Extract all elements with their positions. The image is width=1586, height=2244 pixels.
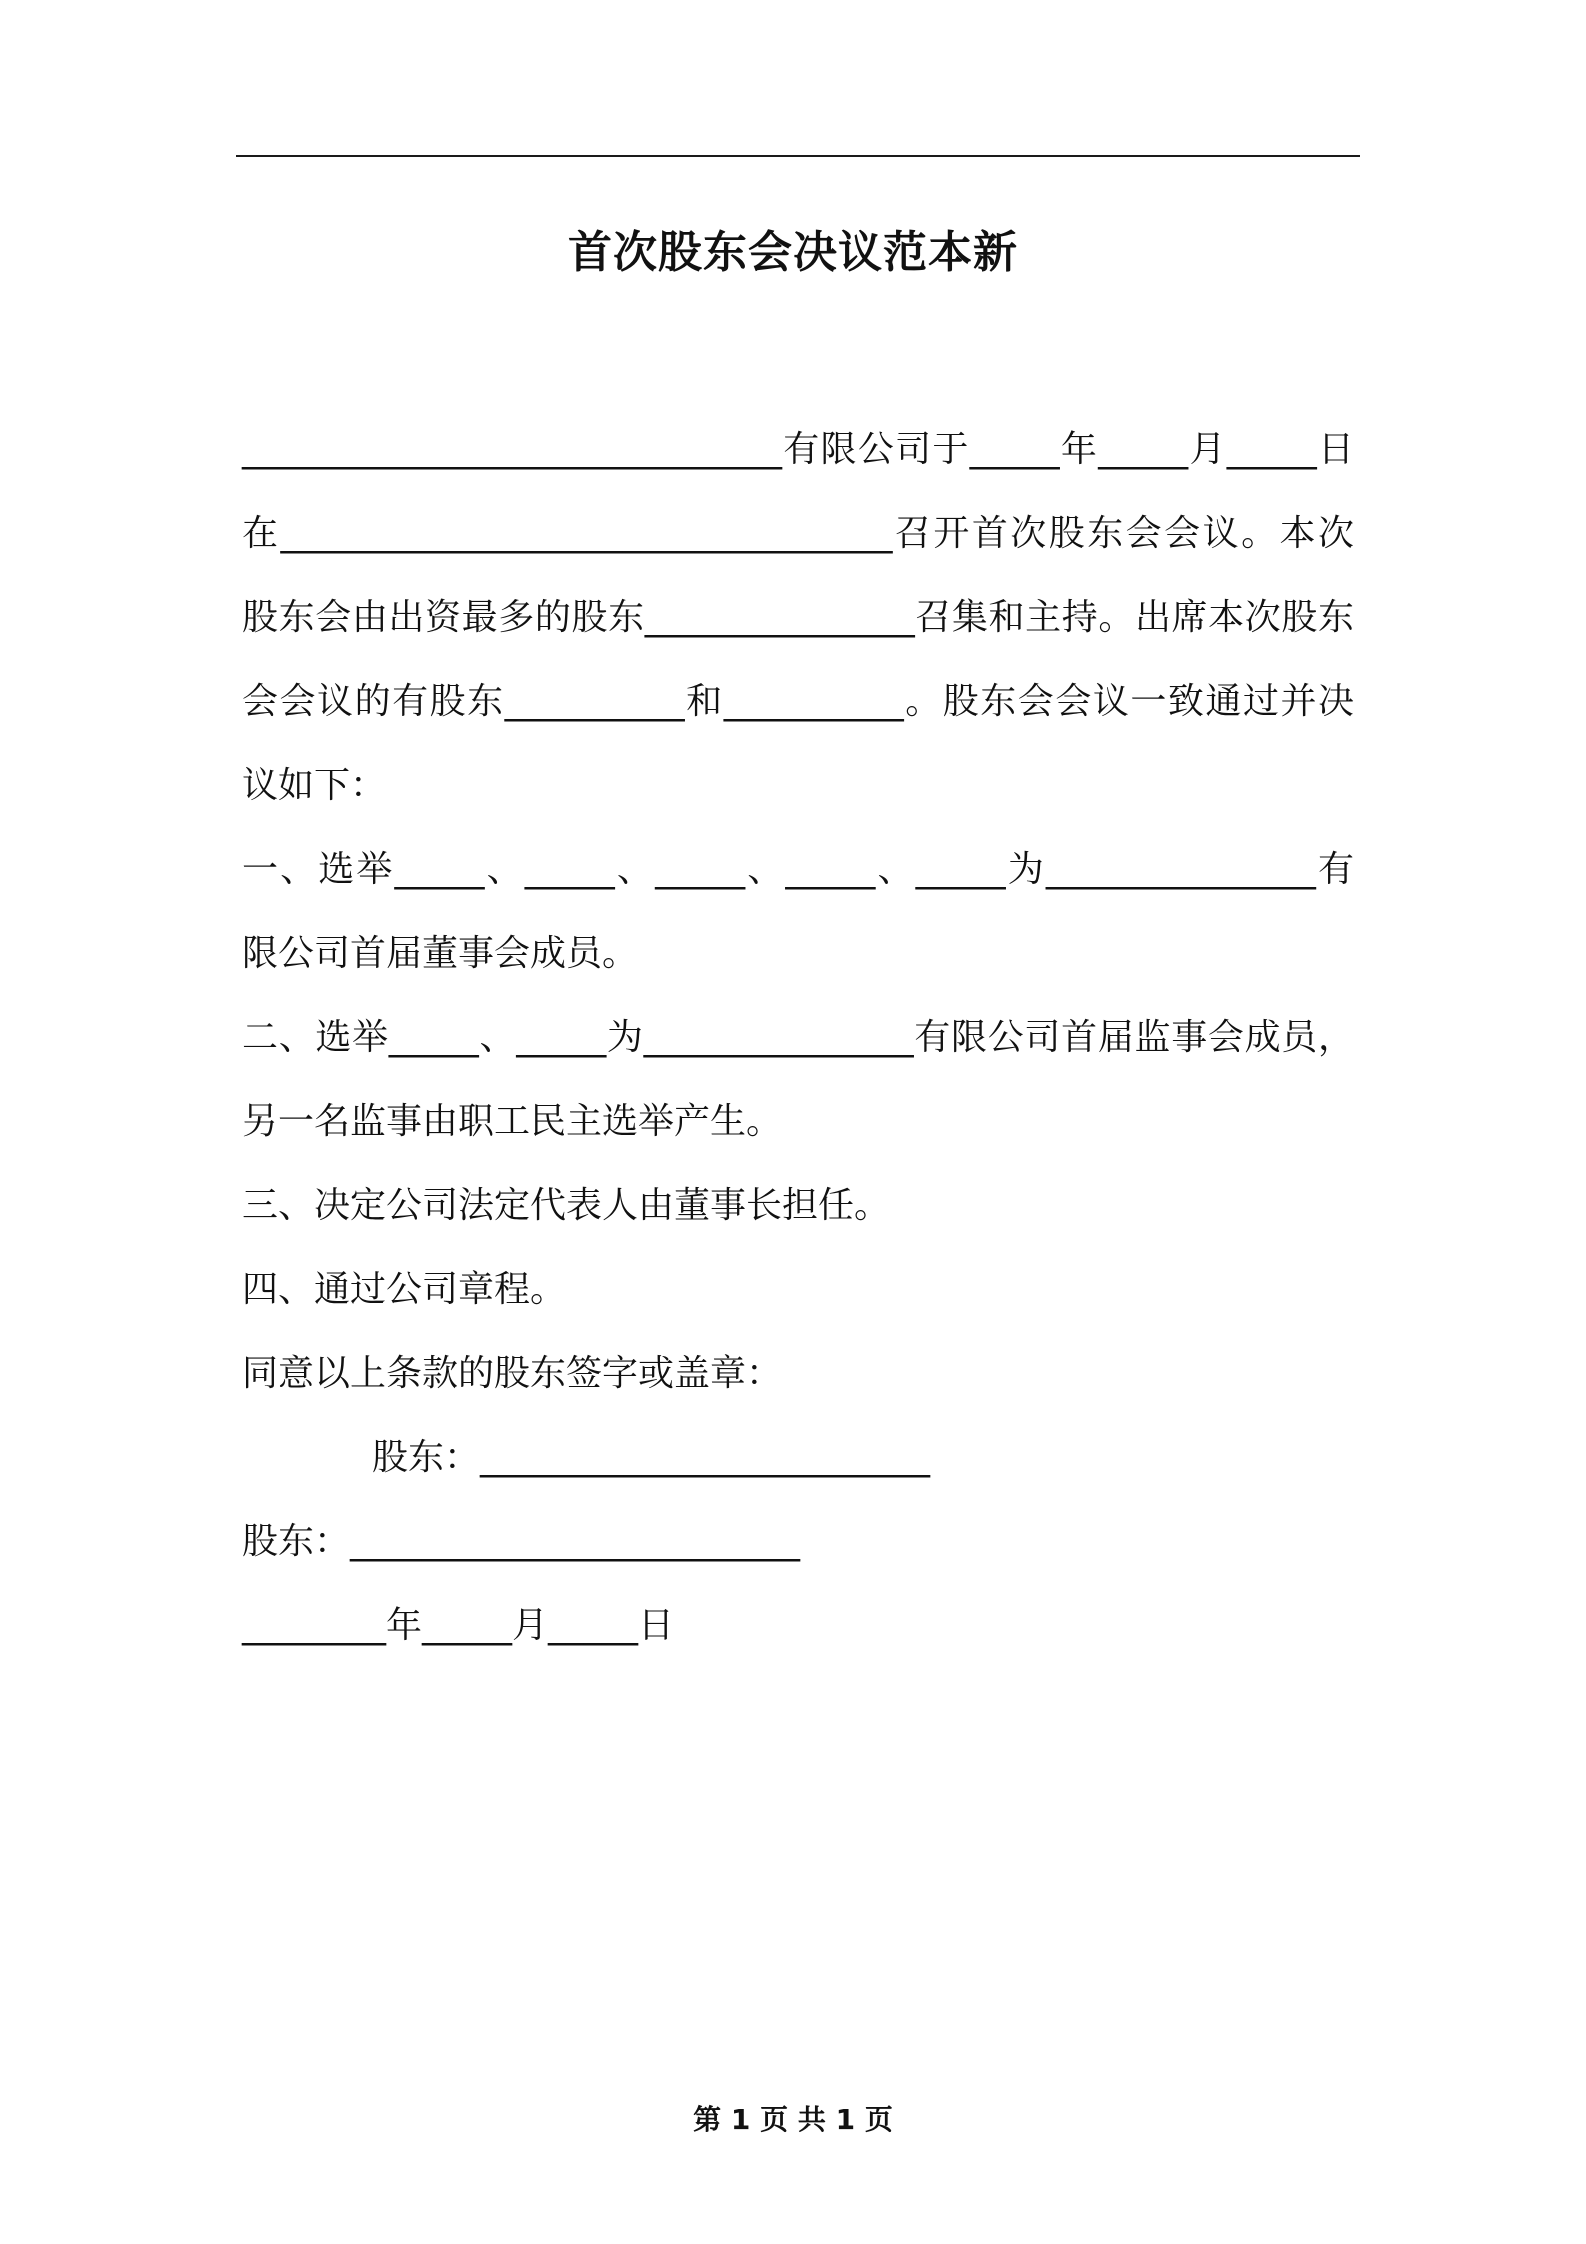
resolution-item-4: 四、通过公司章程。 (242, 1269, 567, 1310)
document-body (242, 408, 1354, 1668)
consent-statement: 同意以上条款的股东签字或盖章： (242, 1353, 783, 1394)
resolution-item-1: 一、选举_____、_____、_____、_____、_____为_______________有限公司首届董事会成员。 (242, 849, 1355, 974)
resolution-item-2: 二、选举_____、_____为_______________有限公司首届监事会成员，另一名监事由职工民主选举产生。 (242, 1017, 1354, 1142)
page-footer: 第 1 页 共 1 页 (693, 2103, 893, 2136)
header-rule (236, 155, 1360, 157)
resolution-item-3: 三、决定公司法定代表人由董事长担任。 (242, 1185, 891, 1226)
signature-line-2: 股东：_________________________ (242, 1521, 801, 1562)
date-line: ________年_____月_____日 (242, 1605, 674, 1646)
intro-paragraph: ______________________________有限公司于_____年_____月_____日在__________________________________召开首次股东会会议。本次股东会由出资最多的股东_______________召集和主持。出席本次股东会会议的有股东__________和__________。股东会会议一致通过并决议如下： (242, 429, 1355, 806)
document-title: 首次股东会决议范本新 (568, 227, 1018, 278)
signature-line-1: 股东：_________________________ (372, 1437, 931, 1478)
